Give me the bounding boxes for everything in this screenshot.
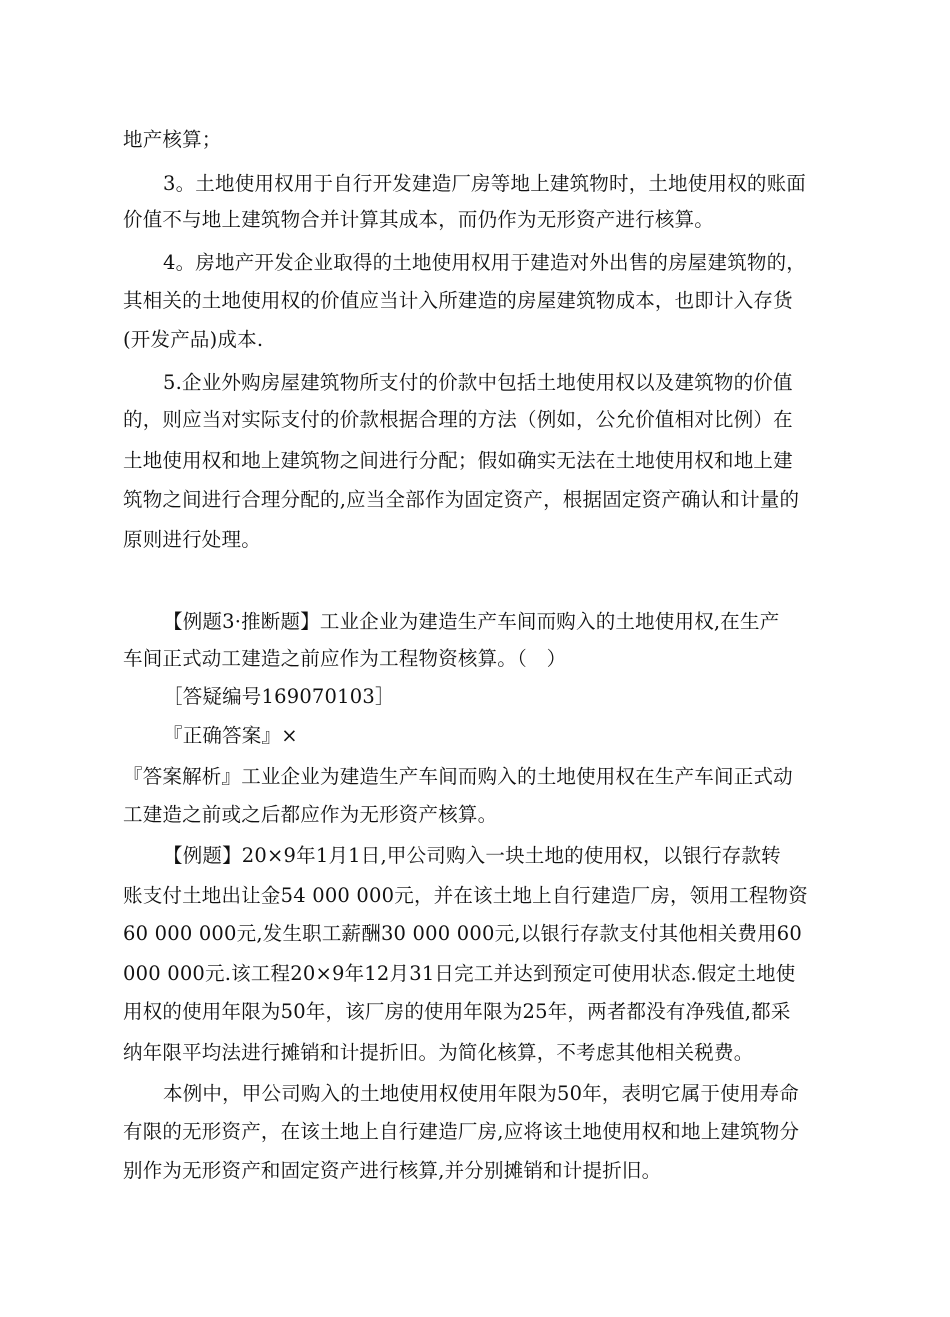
text-line: 其相关的土地使用权的价值应当计入所建造的房屋建筑物成本，也即计入存货 xyxy=(123,289,793,312)
text-line: ［答疑编号169070103］ xyxy=(163,685,395,708)
text-line: 5.企业外购房屋建筑物所支付的价款中包括土地使用权以及建筑物的价值 xyxy=(163,371,793,394)
text-line: 原则进行处理。 xyxy=(123,528,261,551)
text-line: 车间正式动工建造之前应作为工程物资核算。（ ） xyxy=(123,647,567,670)
text-line: 别作为无形资产和固定资产进行核算,并分别摊销和计提折旧。 xyxy=(123,1159,662,1182)
text-line: (开发产品)成本. xyxy=(123,328,264,351)
text-line: 用权的使用年限为50年，该厂房的使用年限为25年，两者都没有净残值,都采 xyxy=(123,1000,791,1023)
text-line: 000 000元.该工程20×9年12月31日完工并达到预定可使用状态.假定土地使 xyxy=(123,962,796,985)
text-line: 本例中，甲公司购入的土地使用权使用年限为50年，表明它属于使用寿命 xyxy=(163,1082,799,1105)
text-line: 60 000 000元,发生职工薪酬30 000 000元,以银行存款支付其他相关费用60 xyxy=(123,922,803,945)
text-line: 【例题】20×9年1月1日,甲公司购入一块土地的使用权，以银行存款转 xyxy=(163,844,781,867)
text-line: 3。土地使用权用于自行开发建造厂房等地上建筑物时，土地使用权的账面 xyxy=(163,172,807,195)
text-line: 土地使用权和地上建筑物之间进行分配；假如确实无法在土地使用权和地上建 xyxy=(123,449,793,472)
text-line: 账支付土地出让金54 000 000元，并在该土地上自行建造厂房，领用工程物资 xyxy=(123,884,808,907)
text-line: 价值不与地上建筑物合并计算其成本，而仍作为无形资产进行核算。 xyxy=(123,208,715,231)
text-line: 地产核算； xyxy=(123,128,222,151)
text-line: 4。房地产开发企业取得的土地使用权用于建造对外出售的房屋建筑物的， xyxy=(163,251,807,274)
text-line: 『答案解析』工业企业为建造生产车间而购入的土地使用权在生产车间正式动 xyxy=(123,765,793,788)
text-line: 筑物之间进行合理分配的,应当全部作为固定资产，根据固定资产确认和计量的 xyxy=(123,488,800,511)
text-line: 纳年限平均法进行摊销和计提折旧。为简化核算，不考虑其他相关税费。 xyxy=(123,1041,754,1064)
text-line: 的，则应当对实际支付的价款根据合理的方法（例如，公允价值相对比例）在 xyxy=(123,408,793,431)
text-line: 工建造之前或之后都应作为无形资产核算。 xyxy=(123,803,498,826)
text-line: 『正确答案』× xyxy=(163,724,298,747)
text-line: 【例题3·推断题】工业企业为建造生产车间而购入的土地使用权,在生产 xyxy=(163,610,780,633)
text-line: 有限的无形资产，在该土地上自行建造厂房,应将该土地使用权和地上建筑物分 xyxy=(123,1120,800,1143)
